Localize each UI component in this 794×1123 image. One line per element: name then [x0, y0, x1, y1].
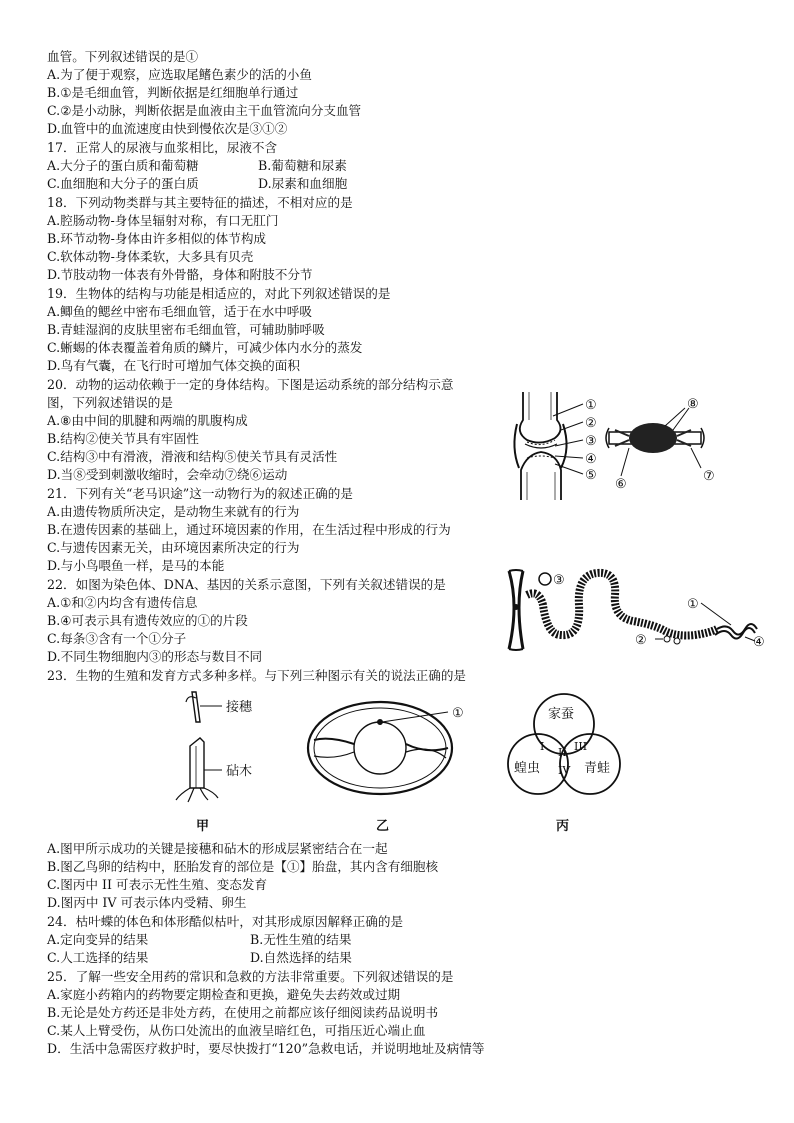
question-21: 21．下列有关“老马识途”这一动物行为的叙述正确的是: [47, 486, 353, 501]
option-d: D.图丙中 IV 可表示体内受精、卵生: [47, 895, 247, 910]
label-5: ⑤: [585, 468, 597, 483]
venn-region-1: I: [540, 740, 545, 753]
option-d: D.当⑧受到刺激收缩时，会牵动⑦绕⑥运动: [47, 467, 288, 482]
option-b: B.结构②使关节具有牢固性: [47, 431, 199, 446]
option-a: A.①和②内均含有遗传信息: [47, 595, 198, 610]
question-17: 17．正常人的尿液与血浆相比，尿液不含: [47, 140, 278, 155]
option-c: C.软体动物-身体柔软，大多具有贝壳: [47, 249, 254, 264]
option-a: A.鲫鱼的鳃丝中密布毛细血管，适于在水中呼吸: [47, 304, 312, 319]
label-2: ②: [635, 633, 647, 648]
egg-figure: [300, 700, 490, 836]
label-3: ③: [553, 573, 565, 588]
venn-region-4: IV: [558, 764, 571, 777]
label-1: ①: [687, 597, 699, 612]
option-c: C.每条③含有一个①分子: [47, 631, 187, 646]
label-2: ②: [585, 416, 597, 431]
question-20: 20．动物的运动依赖于一定的身体结构。下图是运动系统的部分结构示意: [47, 377, 454, 392]
question-25: 25．了解一些安全用药的常识和急救的方法非常重要。下列叙述错误的是: [47, 969, 454, 984]
joint-figure: [505, 390, 735, 505]
label-7: ⑦: [703, 469, 715, 484]
question-22: 22．如图为染色体、DNA、基因的关系示意图，下列有关叙述错误的是: [47, 577, 446, 592]
label-6: ⑥: [615, 477, 627, 492]
option-c: C.结构③中有滑液，滑液和结构⑤使关节具有灵活性: [47, 449, 338, 464]
option-d: D.节肢动物一体表有外骨骼，身体和附肢不分节: [47, 267, 313, 282]
option-c: C.与遗传因素无关，由环境因素所决定的行为: [47, 540, 300, 555]
venn-left-label: 蝗虫: [514, 761, 541, 776]
label-1: ①: [585, 398, 597, 413]
label-1: ①: [452, 706, 464, 721]
option-a: A.家庭小药箱内的药物要定期检查和更换，避免失去药效或过期: [47, 987, 401, 1002]
option-a: A.为了便于观察，应选取尾鳍色素少的活的小鱼: [47, 67, 312, 82]
option-b: B.图乙鸟卵的结构中，胚胎发育的部位是【①】胎盘，其内含有细胞核: [47, 859, 439, 874]
label-3: ③: [585, 434, 597, 449]
option-b: B.葡萄糖和尿素: [258, 158, 347, 173]
venn-top-label: 家蚕: [548, 707, 575, 722]
option-b: B.④可表示具有遗传效应的①的片段: [47, 613, 248, 628]
option-c: C.蜥蜴的体表覆盖着角质的鳞片，可减少体内水分的蒸发: [47, 340, 363, 355]
label-4: ④: [753, 635, 765, 650]
stock-label: 砧木: [226, 764, 253, 779]
scion-label: 接穗: [226, 700, 253, 715]
question-19: 19．生物体的结构与功能是相适应的，对此下列叙述错误的是: [47, 286, 391, 301]
caption-jia: 甲: [196, 819, 210, 834]
venn-region-3: III: [574, 740, 588, 753]
option-a: A.定向变异的结果: [47, 932, 149, 947]
option-c: C.图丙中 II 可表示无性生殖、变态发育: [47, 877, 268, 892]
option-d: D.不同生物细胞内③的形态与数目不同: [47, 649, 263, 664]
venn-right-label: 青蛙: [584, 761, 611, 776]
option-b: B.无性生殖的结果: [250, 932, 352, 947]
caption-yi: 乙: [376, 819, 390, 834]
label-4: ④: [585, 452, 597, 467]
option-d: D.自然选择的结果: [250, 950, 352, 965]
option-c: C.血细胞和大分子的蛋白质: [47, 176, 199, 191]
venn-region-2: II: [558, 746, 567, 759]
option-b: B.环节动物-身体由许多相似的体节构成: [47, 231, 267, 246]
option-d: D.鸟有气囊，在飞行时可增加气体交换的面积: [47, 358, 300, 373]
option-a: A.腔肠动物-身体呈辐射对称，有口无肛门: [47, 213, 279, 228]
option-d: D.与小鸟喂鱼一样，是马的本能: [47, 558, 225, 573]
question-24: 24．枯叶蝶的体色和体形酷似枯叶，对其形成原因解释正确的是: [47, 914, 404, 929]
option-c: C.人工选择的结果: [47, 950, 149, 965]
option-b: B.在遗传因素的基础上，通过环境因素的作用，在生活过程中形成的行为: [47, 522, 451, 537]
option-b: B.青蛙湿润的皮肤里密布毛细血管，可辅助肺呼吸: [47, 322, 325, 337]
question-20-cont: 图，下列叙述错误的是: [47, 395, 173, 410]
text-line: 血管。下列叙述错误的是①: [47, 49, 199, 64]
option-a: A.⑧由中间的肌腱和两端的肌腹构成: [47, 413, 248, 428]
option-d: D．生活中急需医疗救护时，要尽快拨打“120”急救电话，并说明地址及病情等: [47, 1041, 485, 1056]
question-18: 18．下列动物类群与其主要特征的描述，不相对应的是: [47, 195, 353, 210]
caption-bing: 丙: [556, 819, 570, 834]
question-23: 23．生物的生殖和发育方式多种多样。与下列三种图示有关的说法正确的是: [47, 668, 467, 683]
chromosome-figure: [505, 565, 775, 655]
option-b: B.无论是处方药还是非处方药，在使用之前都应该仔细阅读药品说明书: [47, 1005, 439, 1020]
option-a: A.图甲所示成功的关键是接穗和砧木的形成层紧密结合在一起: [47, 841, 388, 856]
option-d: D.尿素和血细胞: [258, 176, 348, 191]
venn-figure: [500, 692, 630, 836]
option-a: A.大分子的蛋白质和葡萄糖: [47, 158, 199, 173]
option-a: A.由遗传物质所决定，是动物生来就有的行为: [47, 504, 300, 519]
option-c: C.某人上臂受伤，从伤口处流出的血液呈暗红色，可指压近心端止血: [47, 1023, 426, 1038]
label-8: ⑧: [687, 397, 699, 412]
option-b: B.①是毛细血管，判断依据是红细胞单行通过: [47, 85, 299, 100]
graft-figure: [170, 688, 290, 836]
option-c: C.②是小动脉，判断依据是血液由主干血管流向分支血管: [47, 103, 362, 118]
option-d: D.血管中的血流速度由快到慢依次是③①②: [47, 121, 288, 136]
